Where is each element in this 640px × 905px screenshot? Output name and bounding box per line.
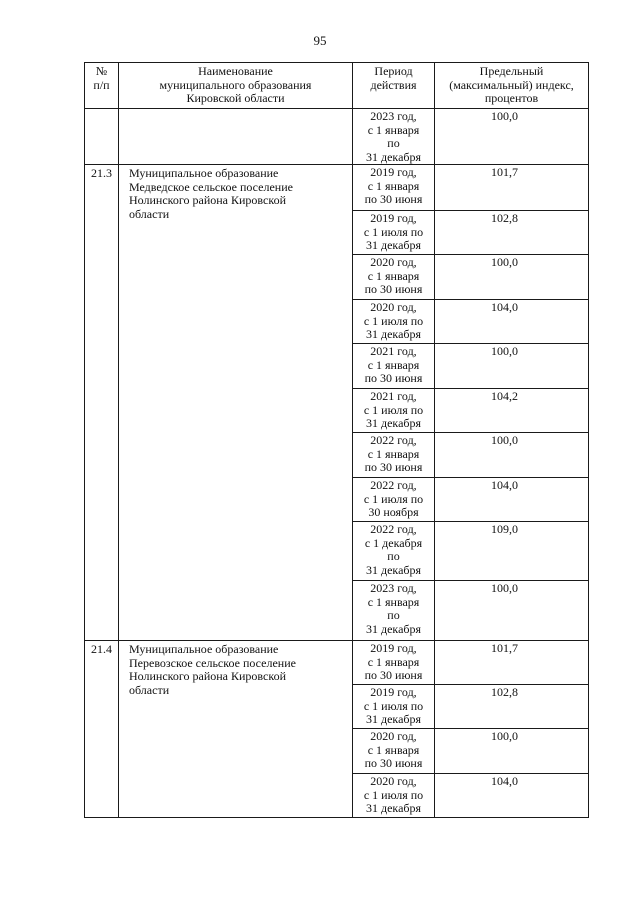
period-line: 2021 год,	[370, 389, 417, 403]
period-cell	[353, 433, 435, 478]
period-line: с 1 июля по	[363, 402, 424, 417]
index-value-cell: 101,7	[435, 641, 589, 685]
period-line: 2022 год,	[370, 433, 417, 447]
period-cell	[353, 641, 435, 685]
period-cell	[353, 478, 435, 522]
municipality-name-line: Муниципальное образование	[129, 166, 279, 180]
index-value-cell: 104,0	[435, 774, 589, 818]
period-line: 30 ноября	[368, 505, 419, 519]
period-line: 2019 год,	[370, 685, 417, 699]
period-cell	[353, 774, 435, 818]
period-cell	[353, 685, 435, 729]
index-value-cell: 100,0	[435, 433, 589, 478]
period-line: с 1 января	[367, 122, 420, 137]
period-line: с 1 декабря	[364, 535, 423, 550]
municipality-name-line: области	[129, 206, 170, 221]
period-line: с 1 января	[367, 594, 420, 609]
period-line: 2021 год,	[370, 344, 417, 358]
index-value-cell: 100,0	[435, 581, 589, 641]
period-line: по	[387, 136, 400, 150]
period-line: по 30 июня	[364, 756, 423, 770]
header-number: № п/п	[85, 63, 119, 109]
period-line: с 1 июля по	[363, 224, 424, 239]
municipality-name-cell	[119, 109, 353, 165]
period-line: с 1 июля по	[363, 491, 424, 506]
period-line: 2022 год,	[370, 522, 417, 536]
period-cell	[353, 109, 435, 165]
period-line: с 1 июля по	[363, 313, 424, 328]
municipality-name-cell	[119, 165, 353, 641]
period-line: по	[387, 608, 400, 622]
period-line: по	[387, 549, 400, 563]
period-line: 31 декабря	[365, 621, 422, 636]
period-line: 31 декабря	[365, 238, 422, 252]
period-line: 2019 год,	[370, 641, 417, 655]
period-line: с 1 января	[367, 178, 420, 193]
index-value-cell: 100,0	[435, 255, 589, 300]
period-line: 2020 год,	[370, 300, 417, 314]
index-value-cell: 104,2	[435, 389, 589, 433]
index-value-cell: 100,0	[435, 344, 589, 389]
period-cell	[353, 165, 435, 211]
period-line: 2019 год,	[370, 211, 417, 225]
period-line: с 1 июля по	[363, 787, 424, 802]
period-line: по 30 июня	[364, 282, 423, 296]
period-line: 2019 год,	[370, 165, 417, 179]
period-line: по 30 июня	[364, 371, 423, 385]
municipality-name-line: Медведское сельское поселение	[129, 179, 293, 194]
municipality-name-line: Нолинского района Кировской	[129, 193, 286, 207]
period-cell	[353, 344, 435, 389]
municipality-name-cell	[119, 641, 353, 818]
period-cell	[353, 581, 435, 641]
municipality-name-line: Перевозское сельское поселение	[129, 655, 296, 670]
period-line: 2020 год,	[370, 255, 417, 269]
row-number-cell: 21.4	[85, 641, 119, 818]
table-row	[85, 109, 589, 165]
municipality-name-line: Нолинского района Кировской	[129, 669, 286, 683]
period-line: 2022 год,	[370, 478, 417, 492]
table-body	[85, 109, 589, 818]
header-period: Период действия	[353, 63, 435, 109]
period-cell	[353, 522, 435, 581]
index-value-cell: 100,0	[435, 109, 589, 165]
index-value-cell: 101,7	[435, 165, 589, 211]
period-line: 31 декабря	[365, 149, 422, 164]
period-line: 31 декабря	[365, 562, 422, 577]
period-line: 2020 год,	[370, 774, 417, 788]
period-line: с 1 июля по	[363, 698, 424, 713]
tariff-index-table	[84, 62, 589, 818]
municipality-name-line: области	[129, 682, 170, 697]
header-municipality: Наименование муниципального образования Кировской области	[119, 63, 353, 109]
period-line: по 30 июня	[364, 192, 423, 206]
period-line: 2020 год,	[370, 729, 417, 743]
table-row	[85, 165, 589, 211]
period-line: с 1 января	[367, 268, 420, 283]
table-row	[85, 641, 589, 685]
period-line: по 30 июня	[364, 460, 423, 474]
period-line: с 1 января	[367, 357, 420, 372]
period-line: с 1 января	[367, 654, 420, 669]
municipality-name-line: Муниципальное образование	[129, 642, 279, 656]
period-line: с 1 января	[367, 742, 420, 757]
index-value-cell: 102,8	[435, 211, 589, 255]
period-line: 31 декабря	[365, 801, 422, 815]
period-line: 2023 год,	[370, 109, 417, 123]
period-line: 31 декабря	[365, 416, 422, 430]
period-cell	[353, 255, 435, 300]
row-number-cell: 21.3	[85, 165, 119, 641]
period-line: 31 декабря	[365, 712, 422, 726]
index-value-cell: 102,8	[435, 685, 589, 729]
period-line: по 30 июня	[364, 668, 423, 682]
page-number: 95	[313, 33, 327, 48]
index-value-cell: 104,0	[435, 300, 589, 344]
period-cell	[353, 300, 435, 344]
row-number-cell	[85, 109, 119, 165]
header-index: Предельный (максимальный) индекс, процентов	[435, 63, 589, 109]
period-cell	[353, 729, 435, 774]
period-cell	[353, 211, 435, 255]
index-value-cell: 109,0	[435, 522, 589, 581]
table-header-row	[85, 63, 589, 109]
index-value-cell: 100,0	[435, 729, 589, 774]
period-line: с 1 января	[367, 446, 420, 461]
period-line: 2023 год,	[370, 581, 417, 595]
period-cell	[353, 389, 435, 433]
period-line: 31 декабря	[365, 327, 422, 341]
index-value-cell: 104,0	[435, 478, 589, 522]
